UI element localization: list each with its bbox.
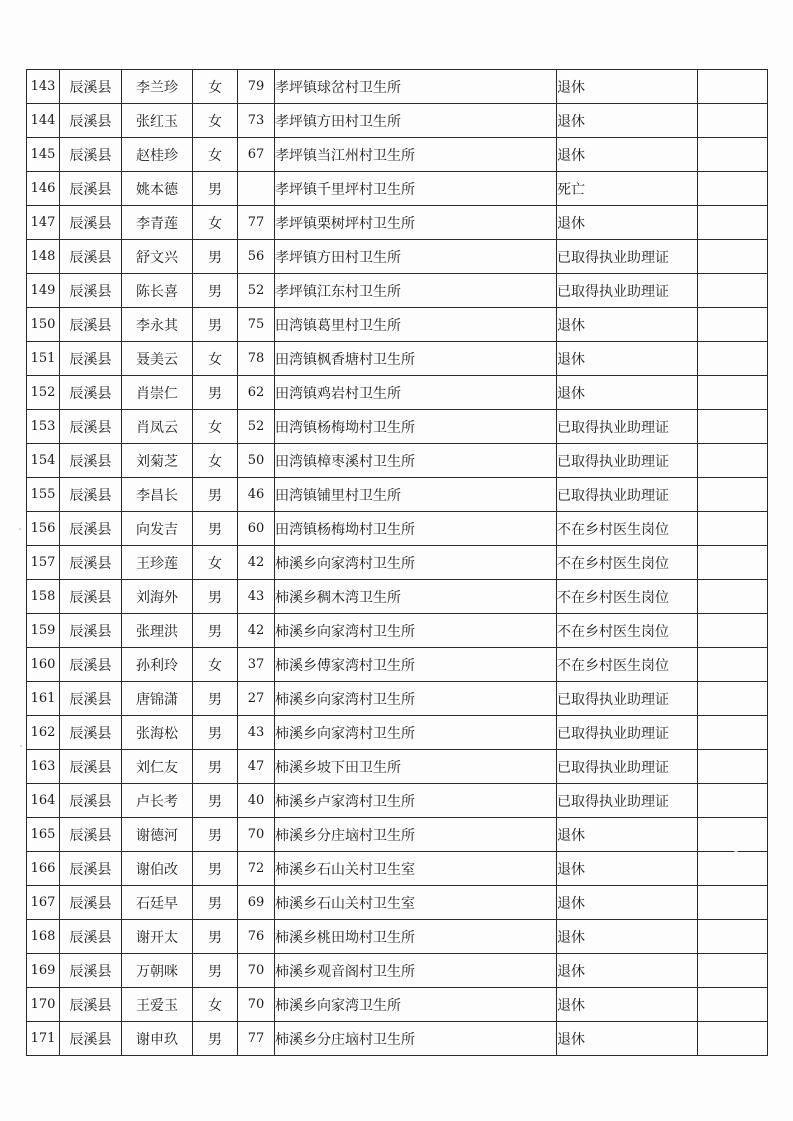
cell-county: 辰溪县 [60,716,122,750]
cell-status: 已取得执业助理证 [557,274,698,308]
cell-seq-no: 143 [27,70,60,104]
cell-sex: 男 [193,614,238,648]
cell-name: 王珍莲 [122,546,193,580]
cell-remark [698,240,768,274]
cell-clinic: 柿溪乡向家湾村卫生所 [275,716,557,750]
cell-age: 67 [238,138,275,172]
cell-age: 43 [238,716,275,750]
cell-sex: 男 [193,580,238,614]
cell-seq-no: 162 [27,716,60,750]
cell-sex: 女 [193,410,238,444]
cell-name: 李昌长 [122,478,193,512]
cell-status: 退休 [557,342,698,376]
cell-sex: 男 [193,478,238,512]
cell-status: 不在乡村医生岗位 [557,546,698,580]
cell-age: 76 [238,920,275,954]
cell-age: 56 [238,240,275,274]
table-row [27,648,768,682]
cell-seq-no: 169 [27,954,60,988]
cell-status: 退休 [557,1022,698,1056]
table-row [27,682,768,716]
cell-clinic: 柿溪乡稠木湾卫生所 [275,580,557,614]
cell-sex: 女 [193,206,238,240]
scan-speck [734,851,738,852]
table-row [27,546,768,580]
cell-county: 辰溪县 [60,512,122,546]
cell-county: 辰溪县 [60,614,122,648]
cell-name: 聂美云 [122,342,193,376]
cell-clinic: 柿溪乡观音阁村卫生所 [275,954,557,988]
cell-name: 谢开太 [122,920,193,954]
cell-age: 78 [238,342,275,376]
cell-remark [698,376,768,410]
cell-seq-no: 154 [27,444,60,478]
table-row [27,138,768,172]
cell-county: 辰溪县 [60,478,122,512]
table-row [27,886,768,920]
table-row [27,172,768,206]
cell-name: 石廷早 [122,886,193,920]
cell-seq-no: 146 [27,172,60,206]
cell-remark [698,784,768,818]
cell-sex: 女 [193,342,238,376]
cell-county: 辰溪县 [60,104,122,138]
cell-clinic: 柿溪乡石山关村卫生室 [275,886,557,920]
cell-sex: 女 [193,648,238,682]
cell-name: 肖崇仁 [122,376,193,410]
cell-clinic: 柿溪乡石山关村卫生室 [275,852,557,886]
cell-seq-no: 153 [27,410,60,444]
cell-sex: 男 [193,784,238,818]
cell-age: 72 [238,852,275,886]
cell-age: 69 [238,886,275,920]
cell-remark [698,274,768,308]
village-doctor-table [26,69,768,1056]
cell-county: 辰溪县 [60,920,122,954]
cell-seq-no: 163 [27,750,60,784]
table-row [27,716,768,750]
cell-county: 辰溪县 [60,410,122,444]
cell-remark [698,920,768,954]
table-row [27,750,768,784]
cell-name: 刘菊芝 [122,444,193,478]
cell-remark [698,172,768,206]
table-row [27,512,768,546]
cell-seq-no: 165 [27,818,60,852]
cell-status: 已取得执业助理证 [557,240,698,274]
cell-remark [698,954,768,988]
cell-seq-no: 144 [27,104,60,138]
cell-age: 37 [238,648,275,682]
cell-sex: 男 [193,172,238,206]
cell-sex: 男 [193,716,238,750]
cell-county: 辰溪县 [60,954,122,988]
cell-seq-no: 170 [27,988,60,1022]
cell-remark [698,682,768,716]
cell-status: 退休 [557,920,698,954]
cell-age: 77 [238,206,275,240]
cell-status: 退休 [557,308,698,342]
cell-clinic: 柿溪乡向家湾村卫生所 [275,682,557,716]
cell-seq-no: 150 [27,308,60,342]
cell-name: 向发吉 [122,512,193,546]
cell-sex: 女 [193,70,238,104]
cell-remark [698,818,768,852]
cell-sex: 男 [193,1022,238,1056]
cell-remark [698,410,768,444]
cell-clinic: 柿溪乡桃田坳村卫生所 [275,920,557,954]
cell-sex: 男 [193,274,238,308]
cell-sex: 男 [193,240,238,274]
cell-age: 73 [238,104,275,138]
cell-seq-no: 156 [27,512,60,546]
table-row [27,1022,768,1056]
cell-seq-no: 159 [27,614,60,648]
cell-seq-no: 155 [27,478,60,512]
cell-county: 辰溪县 [60,546,122,580]
cell-remark [698,206,768,240]
cell-county: 辰溪县 [60,784,122,818]
cell-seq-no: 148 [27,240,60,274]
cell-status: 退休 [557,886,698,920]
cell-county: 辰溪县 [60,648,122,682]
cell-status: 死亡 [557,172,698,206]
cell-name: 李兰珍 [122,70,193,104]
cell-clinic: 田湾镇铺里村卫生所 [275,478,557,512]
cell-county: 辰溪县 [60,580,122,614]
cell-seq-no: 164 [27,784,60,818]
cell-status: 退休 [557,104,698,138]
cell-seq-no: 166 [27,852,60,886]
cell-status: 退休 [557,954,698,988]
table-row [27,104,768,138]
cell-seq-no: 168 [27,920,60,954]
cell-county: 辰溪县 [60,750,122,784]
cell-age: 42 [238,546,275,580]
cell-name: 谢申玖 [122,1022,193,1056]
cell-sex: 男 [193,886,238,920]
cell-name: 张海松 [122,716,193,750]
cell-sex: 男 [193,920,238,954]
cell-status: 不在乡村医生岗位 [557,614,698,648]
cell-clinic: 田湾镇樟枣溪村卫生所 [275,444,557,478]
cell-county: 辰溪县 [60,308,122,342]
cell-age: 52 [238,410,275,444]
table-row [27,784,768,818]
table-row [27,444,768,478]
cell-clinic: 柿溪乡分庄垴村卫生所 [275,818,557,852]
cell-age: 43 [238,580,275,614]
cell-clinic: 孝坪镇方田村卫生所 [275,240,557,274]
table-row [27,852,768,886]
cell-name: 万朝咪 [122,954,193,988]
cell-name: 谢德河 [122,818,193,852]
cell-name: 李青莲 [122,206,193,240]
cell-clinic: 柿溪乡卢家湾村卫生所 [275,784,557,818]
table-row [27,410,768,444]
table-row [27,580,768,614]
cell-clinic: 孝坪镇球岔村卫生所 [275,70,557,104]
cell-status: 退休 [557,70,698,104]
cell-name: 姚本德 [122,172,193,206]
cell-remark [698,478,768,512]
table-row [27,274,768,308]
cell-county: 辰溪县 [60,172,122,206]
cell-clinic: 田湾镇杨梅坳村卫生所 [275,512,557,546]
cell-age: 47 [238,750,275,784]
cell-clinic: 柿溪乡分庄垴村卫生所 [275,1022,557,1056]
cell-status: 不在乡村医生岗位 [557,580,698,614]
cell-status: 退休 [557,138,698,172]
cell-seq-no: 145 [27,138,60,172]
cell-name: 谢伯改 [122,852,193,886]
cell-name: 孙利玲 [122,648,193,682]
cell-clinic: 孝坪镇当江州村卫生所 [275,138,557,172]
table-row [27,206,768,240]
cell-sex: 女 [193,988,238,1022]
cell-status: 不在乡村医生岗位 [557,512,698,546]
cell-county: 辰溪县 [60,240,122,274]
cell-status: 退休 [557,206,698,240]
cell-remark [698,988,768,1022]
cell-age [238,172,275,206]
cell-sex: 男 [193,682,238,716]
cell-clinic: 孝坪镇江东村卫生所 [275,274,557,308]
cell-county: 辰溪县 [60,1022,122,1056]
table-row [27,342,768,376]
cell-clinic: 柿溪乡向家湾村卫生所 [275,614,557,648]
cell-remark [698,138,768,172]
table-row [27,988,768,1022]
cell-name: 刘海外 [122,580,193,614]
cell-clinic: 孝坪镇千里坪村卫生所 [275,172,557,206]
cell-age: 70 [238,988,275,1022]
cell-age: 79 [238,70,275,104]
cell-status: 已取得执业助理证 [557,478,698,512]
cell-county: 辰溪县 [60,70,122,104]
table-row [27,308,768,342]
cell-seq-no: 147 [27,206,60,240]
cell-status: 已取得执业助理证 [557,410,698,444]
cell-age: 60 [238,512,275,546]
cell-name: 张红玉 [122,104,193,138]
cell-sex: 男 [193,852,238,886]
cell-remark [698,648,768,682]
cell-name: 肖凤云 [122,410,193,444]
cell-name: 李永其 [122,308,193,342]
cell-age: 42 [238,614,275,648]
scan-speck [20,745,22,747]
cell-age: 50 [238,444,275,478]
cell-remark [698,546,768,580]
cell-county: 辰溪县 [60,342,122,376]
cell-clinic: 孝坪镇栗树坪村卫生所 [275,206,557,240]
table-body [27,70,768,1056]
cell-status: 退休 [557,988,698,1022]
cell-status: 不在乡村医生岗位 [557,648,698,682]
table-row [27,376,768,410]
cell-county: 辰溪县 [60,444,122,478]
cell-county: 辰溪县 [60,818,122,852]
cell-remark [698,580,768,614]
cell-remark [698,512,768,546]
table-row [27,614,768,648]
cell-status: 已取得执业助理证 [557,750,698,784]
cell-sex: 男 [193,750,238,784]
cell-sex: 男 [193,376,238,410]
cell-sex: 女 [193,138,238,172]
cell-clinic: 田湾镇杨梅坳村卫生所 [275,410,557,444]
cell-clinic: 田湾镇鸡岩村卫生所 [275,376,557,410]
cell-age: 77 [238,1022,275,1056]
cell-name: 王爱玉 [122,988,193,1022]
cell-clinic: 孝坪镇方田村卫生所 [275,104,557,138]
cell-status: 退休 [557,852,698,886]
cell-age: 75 [238,308,275,342]
cell-age: 40 [238,784,275,818]
cell-clinic: 柿溪乡向家湾村卫生所 [275,546,557,580]
cell-age: 27 [238,682,275,716]
cell-age: 70 [238,818,275,852]
cell-county: 辰溪县 [60,886,122,920]
cell-name: 卢长考 [122,784,193,818]
table-row [27,818,768,852]
cell-seq-no: 158 [27,580,60,614]
cell-county: 辰溪县 [60,376,122,410]
cell-name: 陈长喜 [122,274,193,308]
table-row [27,954,768,988]
cell-name: 刘仁友 [122,750,193,784]
cell-remark [698,886,768,920]
cell-sex: 男 [193,308,238,342]
cell-remark [698,1022,768,1056]
cell-seq-no: 151 [27,342,60,376]
cell-sex: 女 [193,444,238,478]
cell-county: 辰溪县 [60,274,122,308]
cell-county: 辰溪县 [60,682,122,716]
cell-county: 辰溪县 [60,206,122,240]
table-row [27,240,768,274]
cell-name: 赵桂珍 [122,138,193,172]
cell-status: 退休 [557,376,698,410]
cell-seq-no: 149 [27,274,60,308]
cell-sex: 女 [193,546,238,580]
cell-county: 辰溪县 [60,988,122,1022]
cell-age: 46 [238,478,275,512]
cell-sex: 男 [193,818,238,852]
cell-status: 退休 [557,818,698,852]
cell-remark [698,342,768,376]
cell-county: 辰溪县 [60,138,122,172]
scan-speck [19,528,21,530]
cell-clinic: 柿溪乡傅家湾村卫生所 [275,648,557,682]
cell-status: 已取得执业助理证 [557,444,698,478]
cell-seq-no: 171 [27,1022,60,1056]
cell-seq-no: 161 [27,682,60,716]
cell-remark [698,750,768,784]
cell-status: 已取得执业助理证 [557,716,698,750]
cell-age: 52 [238,274,275,308]
cell-remark [698,444,768,478]
cell-seq-no: 160 [27,648,60,682]
cell-seq-no: 157 [27,546,60,580]
cell-sex: 男 [193,954,238,988]
cell-remark [698,308,768,342]
cell-sex: 女 [193,104,238,138]
cell-clinic: 田湾镇枫香塘村卫生所 [275,342,557,376]
cell-name: 张理洪 [122,614,193,648]
cell-seq-no: 167 [27,886,60,920]
cell-clinic: 柿溪乡向家湾卫生所 [275,988,557,1022]
cell-name: 唐锦潇 [122,682,193,716]
cell-remark [698,614,768,648]
cell-remark [698,852,768,886]
cell-remark [698,104,768,138]
cell-status: 已取得执业助理证 [557,682,698,716]
cell-sex: 男 [193,512,238,546]
table-row [27,920,768,954]
cell-status: 已取得执业助理证 [557,784,698,818]
cell-county: 辰溪县 [60,852,122,886]
cell-age: 70 [238,954,275,988]
cell-age: 62 [238,376,275,410]
table-row [27,478,768,512]
cell-remark [698,716,768,750]
cell-seq-no: 152 [27,376,60,410]
cell-remark [698,70,768,104]
cell-clinic: 柿溪乡坡下田卫生所 [275,750,557,784]
table-row [27,70,768,104]
cell-clinic: 田湾镇葛里村卫生所 [275,308,557,342]
cell-name: 舒文兴 [122,240,193,274]
